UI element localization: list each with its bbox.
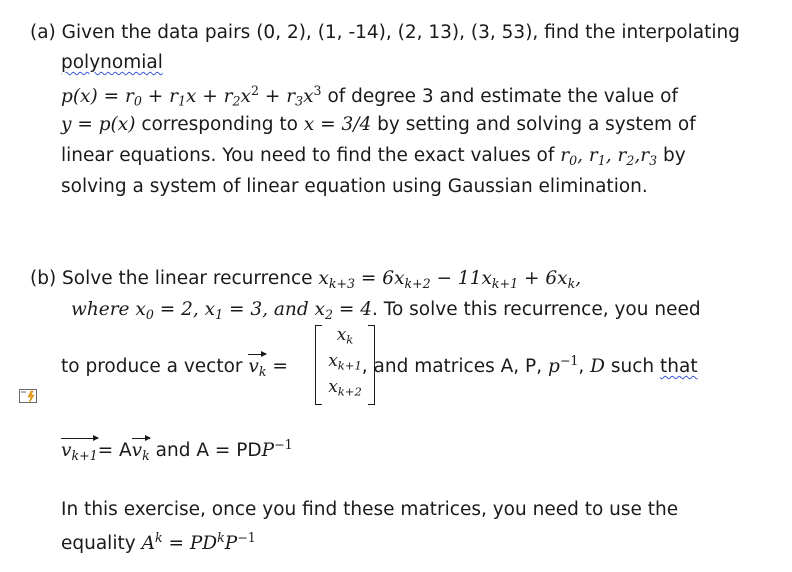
part-b-line-3: to produce a vector $v_k$ = , and matrices A, P, $p^{-1}$, D such that [61,353,698,379]
vector-v-k-plus-1: $v_{k+1}$ [61,439,98,463]
part-a-line-5: linear equations. You need to find the exact values of $r_0$, $r_1$, $r_2,r_3$ by [61,145,686,168]
part-b-line-5: In this exercise, once you find these matrices, you need to use the [61,499,679,520]
vector-v-k: $v_k$ [248,355,267,379]
part-a-line-3: $p(x) = r_0 + r_1x + r_2x^2 + r_3x^3$ of degree 3 and estimate the value of [61,83,678,109]
vector-v-k: $v_k$ [131,439,150,463]
part-b-line-1: (b) Solve the linear recurrence $x_{k+3} = 6x_{k+2} - 11x_{k+1} + 6x_k$, [30,268,582,291]
spellcheck-word[interactable]: that [660,355,698,377]
part-b-line-2: where $x_0 = 2$, $x_1 = 3$, and $x_2 = 4$. To solve this recurrence, you need [71,299,701,322]
matrix-entry: $x_k$ [336,325,354,347]
matrix-entry: $x_{k+1}$ [328,351,362,373]
column-vector-matrix [315,325,375,405]
part-b-line-4: $v_{k+1}= Av_k$ and $A = PDP^{-1}$ [61,437,293,463]
part-a-line-1: (a) Given the data pairs (0, 2), (1, -14), (2, 13), (3, 53), find the interpolating [30,22,740,43]
comment-edit-icon[interactable] [19,389,37,405]
part-a-line-2 [61,52,163,73]
part-b-line-6: equality $A^k = PD^kP^{-1}$ [61,530,256,554]
part-a-line-6: solving a system of linear equation using Gaussian elimination. [61,176,648,197]
part-a-line-4: y = p(x) corresponding to x = 3/4 by setting and solving a system of [61,114,696,135]
spellcheck-word[interactable]: polynomial [61,52,163,73]
matrix-entry: $x_{k+2}$ [328,377,362,399]
